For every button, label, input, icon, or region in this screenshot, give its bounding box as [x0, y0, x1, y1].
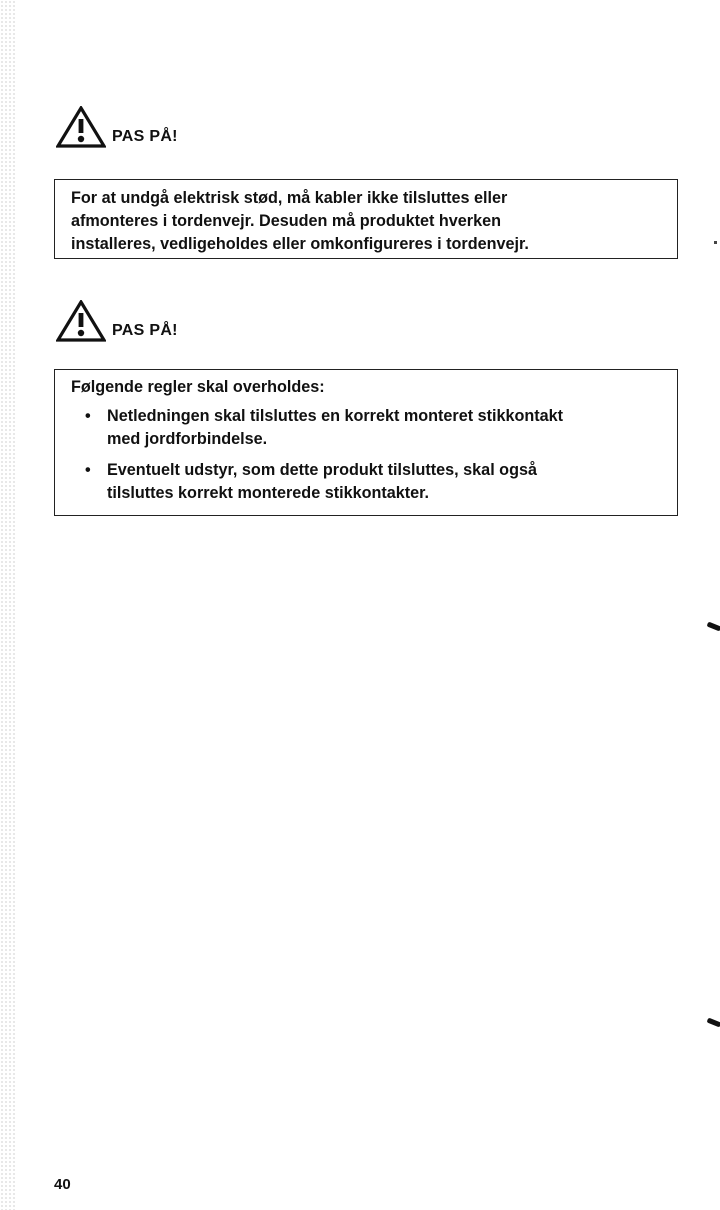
notice-line: For at undgå elektrisk stød, må kabler ikke tilsluttes eller [71, 189, 508, 207]
rule-line: med jordforbindelse. [107, 430, 268, 448]
notice-line: afmonteres i tordenvejr. Desuden må produktet hverken [71, 212, 501, 230]
rule-line: Netledningen skal tilsluttes en korrekt monteret stikkontakt [107, 407, 564, 425]
warning-title: PAS PÅ! [112, 128, 178, 145]
bullet-icon: • [85, 461, 91, 479]
warning-triangle-icon [56, 300, 106, 342]
list-item [71, 459, 677, 505]
notice-intro: Følgende regler skal overholdes: [71, 378, 325, 396]
scan-speck [714, 241, 717, 244]
notice-box-lightning [54, 179, 678, 259]
warning-title: PAS PÅ! [112, 322, 178, 339]
list-item [71, 405, 677, 451]
warning-heading-1 [56, 108, 178, 148]
warning-heading-2 [56, 302, 178, 342]
scan-mark [707, 622, 720, 632]
notice-line: installeres, vedligeholdes eller omkonfigureres i tordenvejr. [71, 235, 529, 253]
rule-list [71, 405, 677, 505]
page-number: 40 [54, 1176, 71, 1193]
notice-box-grounding [54, 369, 678, 516]
rule-line: tilsluttes korrekt monterede stikkontakter. [107, 484, 430, 502]
bullet-icon: • [85, 407, 91, 425]
warning-triangle-icon [56, 106, 106, 148]
rule-line: Eventuelt udstyr, som dette produkt tilsluttes, skal også [107, 461, 537, 479]
scan-edge-texture [0, 0, 16, 1210]
scan-mark [707, 1018, 720, 1028]
